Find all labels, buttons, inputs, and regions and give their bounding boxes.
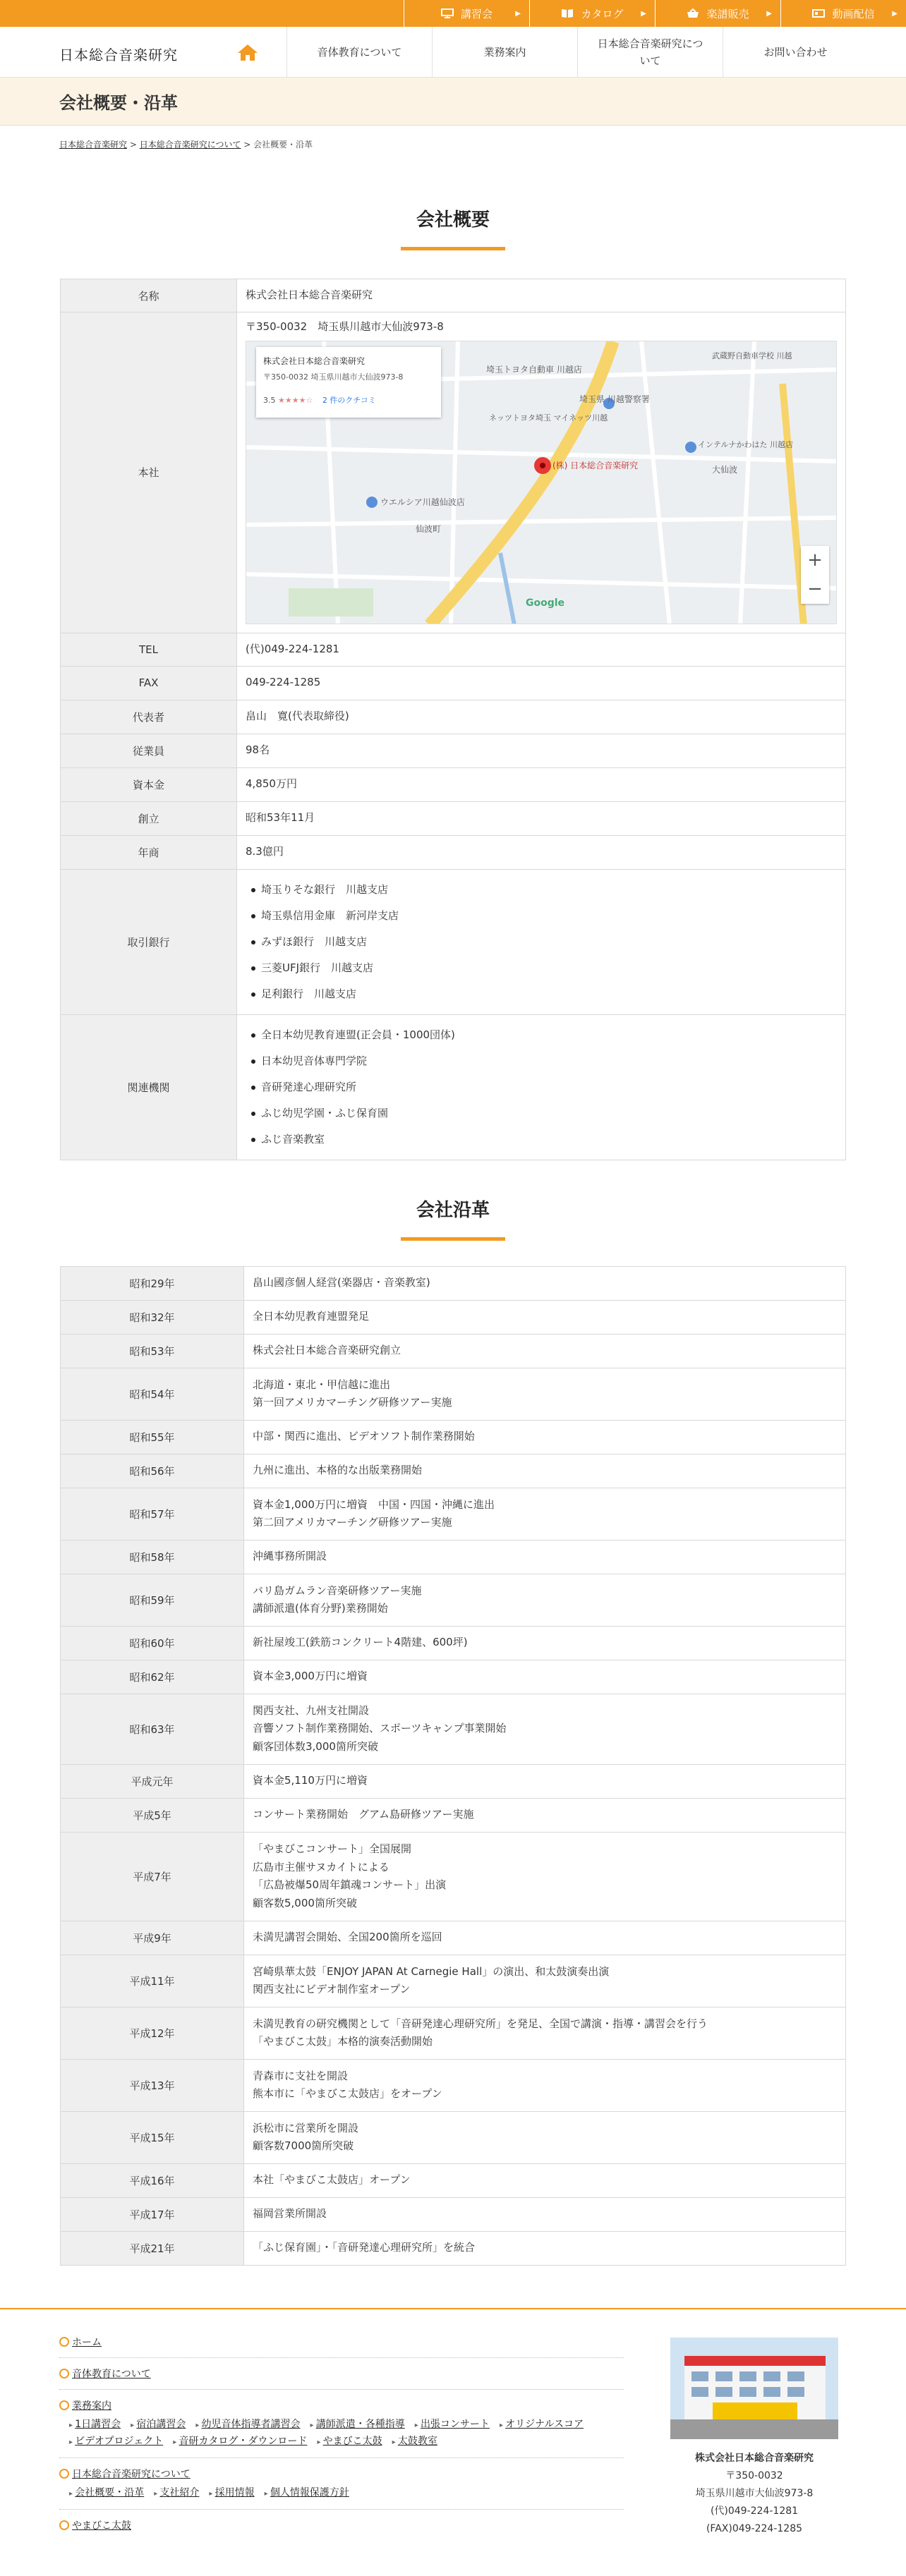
history-event-line: 未満児講習会開始、全国200箇所を巡回: [253, 1931, 442, 1944]
row-value: 株式会社日本総合音楽研究: [237, 279, 846, 312]
history-row: [61, 1660, 846, 1694]
chevron-right-icon: ▶: [515, 9, 521, 18]
related-list: [246, 1022, 837, 1153]
utility-link-label: カタログ: [581, 7, 624, 20]
history-row: [61, 1300, 846, 1334]
history-event: [244, 1334, 846, 1368]
footer-sub-item: [392, 2434, 437, 2448]
nav-home[interactable]: [209, 27, 286, 78]
history-event: [244, 2007, 846, 2059]
utility-link-2[interactable]: [655, 0, 780, 27]
history-event-line: 全日本幼児教育連盟発足: [253, 1310, 370, 1323]
list-item: 埼玉県信用金庫 新河岸支店: [246, 903, 837, 929]
history-event-line: 青森市に支社を開設: [253, 2069, 349, 2082]
row-key: 資本金: [61, 767, 237, 801]
list-item: 足利銀行 川越支店: [246, 981, 837, 1007]
footer-sub-item: [69, 2434, 163, 2448]
row-key: 本社: [61, 312, 237, 633]
breadcrumb-current: 会社概要・沿革: [253, 140, 313, 150]
history-event-line: 顧客数7000箇所突破: [253, 2139, 354, 2152]
overview-row-honsha: [61, 312, 846, 633]
list-item: ふじ幼児学園・ふじ保育園: [246, 1100, 837, 1126]
footer-link-about[interactable]: 日本総合音楽研究について: [72, 2468, 191, 2480]
history-event-line: 講師派遣(体育分野)業務開始: [253, 1602, 388, 1615]
history-event-line: 中部・関西に進出、ビデオソフト制作業務開始: [253, 1430, 475, 1443]
overview-row-banks: [61, 869, 846, 1014]
history-year: 平成12年: [61, 2007, 244, 2059]
history-event-line: 新社屋竣工(鉄筋コンクリート4階建、600坪): [253, 1636, 468, 1649]
footer-sub-item: [265, 2485, 349, 2499]
footer-item: [59, 2367, 624, 2381]
footer-sitemap: [59, 2335, 624, 2541]
history-event: [244, 1368, 846, 1420]
utility-link-1[interactable]: [529, 0, 655, 27]
bank-list: [246, 877, 837, 1007]
history-year: 平成7年: [61, 1832, 244, 1921]
footer-sub-link[interactable]: 1日講習会: [75, 2418, 121, 2430]
history-event-line: 九州に進出、本格的な出版業務開始: [253, 1464, 423, 1477]
history-event-line: 宮崎県華太鼓「ENJOY JAPAN At Carnegie Hall」の演出、和太鼓演奏出演: [253, 1964, 610, 1978]
footer-sub-link[interactable]: 支社紹介: [159, 2486, 200, 2498]
history-event-line: 音響ソフト制作業務開始、スポーツキャンプ事業開始: [253, 1722, 507, 1735]
history-row: [61, 1266, 846, 1300]
footer-sub-link[interactable]: 音研カタログ・ダウンロード: [179, 2435, 308, 2447]
overview-table: [60, 279, 846, 1160]
history-row: [61, 1798, 846, 1832]
history-event-line: 関西支社、九州支社開設: [253, 1703, 370, 1717]
history-row: [61, 1334, 846, 1368]
breadcrumb-about[interactable]: 日本総合音楽研究について: [139, 140, 241, 150]
history-heading: 会社沿革: [0, 1196, 906, 1241]
footer-sub-item: [195, 2417, 300, 2431]
map-label: ネッツトヨタ埼玉 マイネッツ川越: [489, 413, 608, 423]
footer-sub-item: [131, 2417, 186, 2431]
nav-ontai[interactable]: 音体教育について: [286, 27, 432, 78]
star-rating-icon: ★★★★☆: [278, 395, 313, 405]
main-nav: [209, 27, 868, 78]
history-year: 昭和62年: [61, 1660, 244, 1694]
list-item: 埼玉りそな銀行 川越支店: [246, 877, 837, 903]
history-event-line: 「ふじ保育園」・「音研発達心理研究所」を統合: [253, 2241, 476, 2254]
history-event-line: 熊本市に「やまびこ太鼓店」をオープン: [253, 2087, 442, 2100]
footer-sub-item: [209, 2485, 254, 2499]
list-item: みずほ銀行 川越支店: [246, 929, 837, 955]
site-logo[interactable]: 日本総合音楽研究: [59, 47, 178, 63]
history-row: [61, 1540, 846, 1574]
footer-address: 埼玉県川越市大仙波973-8: [695, 2488, 814, 2500]
footer-sub-link[interactable]: 幼児音体指導者講習会: [201, 2418, 301, 2430]
history-year: 平成17年: [61, 2197, 244, 2231]
footer-sub-item: [415, 2417, 490, 2431]
footer-sub-link[interactable]: 採用情報: [215, 2486, 255, 2498]
footer-sub-link[interactable]: やまびこ太鼓: [322, 2435, 382, 2447]
history-year: 昭和59年: [61, 1574, 244, 1626]
history-event-line: 資本金3,000万円に増資: [253, 1670, 368, 1683]
history-row: [61, 1574, 846, 1626]
footer-sub-item: [69, 2485, 144, 2499]
row-key: 名称: [61, 279, 237, 312]
history-year: 平成5年: [61, 1798, 244, 1832]
history-event-line: 第二回アメリカマーチング研修ツアー実施: [253, 1516, 452, 1529]
row-value: 98名: [237, 734, 846, 767]
map-label: 武蔵野自動車学校 川越: [712, 351, 792, 360]
overview-row-name: [61, 279, 846, 312]
overview-row-fax: [61, 666, 846, 700]
history-year: 平成15年: [61, 2111, 244, 2163]
row-key: 代表者: [61, 700, 237, 734]
footer-gyomu-sub: [69, 2417, 624, 2448]
history-year: 平成21年: [61, 2231, 244, 2265]
history-event: [244, 1420, 846, 1454]
utility-link-label: 動画配信: [832, 7, 875, 20]
footer-link-gyomu[interactable]: 業務案内: [72, 2400, 111, 2412]
row-value: 4,850万円: [237, 767, 846, 801]
history-event: [244, 1798, 846, 1832]
history-event: [244, 2059, 846, 2111]
history-event-line: 第一回アメリカマーチング研修ツアー実施: [253, 1396, 452, 1409]
history-year: 昭和54年: [61, 1368, 244, 1420]
history-table: [60, 1266, 846, 2266]
history-event-line: 資本金1,000万円に増資 中国・四国・沖縄に進出: [253, 1497, 495, 1511]
history-event-line: 「広島被爆50周年鎮魂コンサート」出演: [253, 1878, 447, 1891]
history-year: 昭和56年: [61, 1454, 244, 1488]
footer-link-home[interactable]: ホーム: [72, 2336, 102, 2348]
history-event-line: 畠山國彦個人経営(楽器店・音楽教室): [253, 1276, 430, 1289]
history-event-line: 顧客団体数3,000箇所突破: [253, 1739, 378, 1753]
history-event-line: 「やまびこコンサート」全国展開: [253, 1842, 412, 1855]
history-row: [61, 2197, 846, 2231]
overview-row-related: [61, 1014, 846, 1160]
history-event-line: 北海道・東北・甲信越に進出: [253, 1378, 391, 1391]
footer-fax: (FAX)049-224-1285: [706, 2523, 803, 2535]
history-event: [244, 1921, 846, 1955]
map-label: 大仙波: [712, 464, 738, 475]
history-row: [61, 1764, 846, 1798]
row-key: TEL: [61, 633, 237, 666]
history-year: 昭和55年: [61, 1420, 244, 1454]
row-key: 従業員: [61, 734, 237, 767]
footer-sub-item: [154, 2485, 199, 2499]
overview-row-capital: [61, 767, 846, 801]
nav-gyomu[interactable]: 業務案内: [432, 27, 577, 78]
utility-link-3[interactable]: [780, 0, 906, 27]
footer-item: [59, 2467, 624, 2481]
breadcrumb: 日本総合音楽研究 > 日本総合音楽研究について > 会社概要・沿革: [59, 140, 313, 150]
footer-sub-item: [310, 2417, 405, 2431]
chevron-right-icon: ▶: [641, 9, 646, 18]
history-row: [61, 1832, 846, 1921]
history-year: 昭和32年: [61, 1300, 244, 1334]
footer-item: [59, 2518, 624, 2532]
history-event: [244, 1488, 846, 1540]
footer-item: [59, 2335, 624, 2349]
company-building-photo: [670, 2338, 838, 2439]
site-header: [0, 27, 906, 78]
footer-tel: (代)049-224-1281: [710, 2505, 799, 2517]
zoom-in-button[interactable]: +: [807, 549, 823, 571]
map-rating: 3.5: [263, 395, 276, 405]
history-event: [244, 1660, 846, 1694]
list-item: 全日本幼児教育連盟(正会員・1000団体): [246, 1022, 837, 1048]
map-label: 埼玉トヨタ自動車 川越店: [486, 364, 582, 375]
history-row: [61, 1626, 846, 1660]
footer-about-sub: [69, 2485, 624, 2499]
map-zoom-controls: [801, 546, 829, 604]
nav-about-label: 日本総合音楽研究について: [597, 37, 703, 67]
utility-link-label: 講習会: [460, 7, 493, 20]
footer-sub-item: [317, 2434, 382, 2448]
history-row: [61, 1921, 846, 1955]
map-label: インテルナかわはた 川越店: [698, 439, 793, 449]
history-event-line: 株式会社日本総合音楽研究創立: [253, 1344, 401, 1357]
honsha-address: 〒350-0032 埼玉県川越市大仙波973-8: [246, 320, 444, 333]
footer-sub-link[interactable]: 講師派遣・各種指導: [315, 2418, 405, 2430]
history-row: [61, 2059, 846, 2111]
history-year: 平成11年: [61, 1955, 244, 2007]
history-year: 平成16年: [61, 2163, 244, 2197]
history-row: [61, 2163, 846, 2197]
google-logo: Google: [526, 597, 565, 609]
site-footer: [0, 2308, 906, 2576]
history-row: [61, 2231, 846, 2265]
history-event-line: 広島市主催サヌカイトによる: [253, 1860, 389, 1873]
breadcrumb-home[interactable]: 日本総合音楽研究: [59, 140, 128, 150]
history-year: 昭和58年: [61, 1540, 244, 1574]
footer-company: [669, 2338, 840, 2539]
history-row: [61, 1420, 846, 1454]
history-event: [244, 1300, 846, 1334]
history-event: [244, 2197, 846, 2231]
history-row: [61, 1955, 846, 2007]
row-key: 関連機関: [61, 1014, 237, 1160]
history-event-line: コンサート業務開始 グアム島研修ツアー実施: [253, 1808, 474, 1821]
basket-icon: [687, 8, 699, 18]
map-label: 仙波町: [416, 523, 442, 534]
history-event: [244, 1694, 846, 1764]
overview-row-sales: [61, 835, 846, 869]
book-icon: [561, 8, 574, 18]
history-event-line: 福岡営業所開設: [253, 2207, 327, 2220]
history-event: [244, 1764, 846, 1798]
map-label: ウエルシア川越仙波店: [380, 497, 465, 507]
history-event: [244, 1574, 846, 1626]
history-event: [244, 1454, 846, 1488]
history-year: 昭和53年: [61, 1334, 244, 1368]
footer-sub-link[interactable]: 太鼓教室: [397, 2435, 437, 2447]
history-event: [244, 2111, 846, 2163]
history-year: 昭和29年: [61, 1266, 244, 1300]
video-icon: [812, 8, 825, 18]
overview-row-tel: [61, 633, 846, 666]
history-row: [61, 1694, 846, 1764]
history-row: [61, 2111, 846, 2163]
history-event: [244, 2231, 846, 2265]
map-label: 埼玉県 川越警察署: [579, 394, 650, 404]
history-event-line: 浜松市に営業所を開設: [253, 2121, 359, 2134]
history-year: 昭和63年: [61, 1694, 244, 1764]
history-event-line: 本社「やまびこ太鼓店」オープン: [253, 2173, 411, 2187]
page-title: 会社概要・沿革: [0, 78, 906, 126]
history-event-line: バリ島ガムラン音楽研修ツアー実施: [253, 1584, 422, 1597]
map-card-name: 株式会社日本総合音楽研究: [263, 356, 366, 366]
history-row: [61, 1454, 846, 1488]
history-event: [244, 1626, 846, 1660]
row-value: 8.3億円: [237, 835, 846, 869]
history-event-line: 沖縄事務所開設: [253, 1550, 327, 1563]
map-card-address: 〒350-0032 埼玉県川越市大仙波973-8: [263, 372, 404, 382]
nav-about[interactable]: [577, 27, 723, 78]
row-value: (代)049-224-1281: [237, 633, 846, 666]
footer-zip: 〒350-0032: [725, 2469, 783, 2481]
list-item: 三菱UFJ銀行 川越支店: [246, 955, 837, 981]
row-value: 049-224-1285: [237, 666, 846, 700]
footer-link-ontai[interactable]: 音体教育について: [72, 2368, 151, 2380]
row-value: 畠山 寛(代表取締役): [237, 700, 846, 734]
footer-sub-link[interactable]: ビデオプロジェクト: [75, 2435, 164, 2447]
footer-sub-item: [173, 2434, 307, 2448]
presentation-icon: [441, 8, 454, 18]
footer-sub-link[interactable]: 個人情報保護方針: [270, 2486, 349, 2498]
history-year: 平成元年: [61, 1764, 244, 1798]
list-item: ふじ音楽教室: [246, 1126, 837, 1153]
row-key: FAX: [61, 666, 237, 700]
top-utility-bar: [0, 0, 906, 27]
footer-company-name: 株式会社日本総合音楽研究: [695, 2452, 814, 2464]
history-event: [244, 1266, 846, 1300]
overview-heading: 会社概要: [0, 205, 906, 250]
footer-item: [59, 2398, 624, 2412]
utility-link-label: 楽譜販売: [706, 7, 749, 20]
footer-sub-item: [500, 2417, 584, 2431]
google-map[interactable]: [246, 341, 837, 624]
row-key: 取引銀行: [61, 869, 237, 1014]
nav-contact[interactable]: お問い合わせ: [723, 27, 868, 78]
home-icon: [237, 43, 258, 61]
history-row: [61, 1488, 846, 1540]
zoom-out-button[interactable]: −: [807, 578, 823, 600]
list-item: 日本幼児音体専門学院: [246, 1048, 837, 1074]
history-event-line: 未満児教育の研究機関として「音研発達心理研究所」を発足、全国で講演・指導・講習会を行う: [253, 2017, 708, 2030]
overview-row-founded: [61, 801, 846, 835]
footer-sub-item: [69, 2417, 121, 2431]
row-key: 年商: [61, 835, 237, 869]
map-place-card[interactable]: [256, 347, 441, 418]
history-event: [244, 2163, 846, 2197]
history-event-line: 顧客数5,000箇所突破: [253, 1896, 357, 1909]
history-year: 昭和57年: [61, 1488, 244, 1540]
history-row: [61, 2007, 846, 2059]
footer-sub-link[interactable]: 宿泊講習会: [136, 2418, 186, 2430]
overview-row-rep: [61, 700, 846, 734]
history-event-line: 関西支社にビデオ制作室オープン: [253, 1983, 411, 1995]
history-event-line: 資本金5,110万円に増資: [253, 1774, 368, 1787]
history-event-line: 「やまびこ太鼓」本格的演奏活動開始: [253, 2035, 433, 2048]
list-item: 音研発達心理研究所: [246, 1074, 837, 1100]
history-row: [61, 1368, 846, 1420]
history-year: 平成9年: [61, 1921, 244, 1955]
utility-link-0[interactable]: [404, 0, 529, 27]
history-event: [244, 1832, 846, 1921]
history-event: [244, 1955, 846, 2007]
utility-links: [404, 0, 906, 27]
chevron-right-icon: ▶: [892, 9, 898, 18]
footer-sub-link[interactable]: オリジナルスコア: [505, 2418, 584, 2430]
row-key: 創立: [61, 801, 237, 835]
chevron-right-icon: ▶: [766, 9, 772, 18]
row-value: 昭和53年11月: [237, 801, 846, 835]
footer-sub-link[interactable]: 会社概要・沿革: [75, 2486, 145, 2498]
map-pin-label: (株) 日本総合音楽研究: [552, 460, 639, 470]
overview-row-employees: [61, 734, 846, 767]
history-event: [244, 1540, 846, 1574]
history-year: 昭和60年: [61, 1626, 244, 1660]
footer-link-yamabiko[interactable]: やまびこ太鼓: [72, 2520, 131, 2532]
history-year: 平成13年: [61, 2059, 244, 2111]
map-reviews-link[interactable]: 2 件のクチコミ: [322, 395, 376, 405]
footer-sub-link[interactable]: 出張コンサート: [420, 2418, 490, 2430]
